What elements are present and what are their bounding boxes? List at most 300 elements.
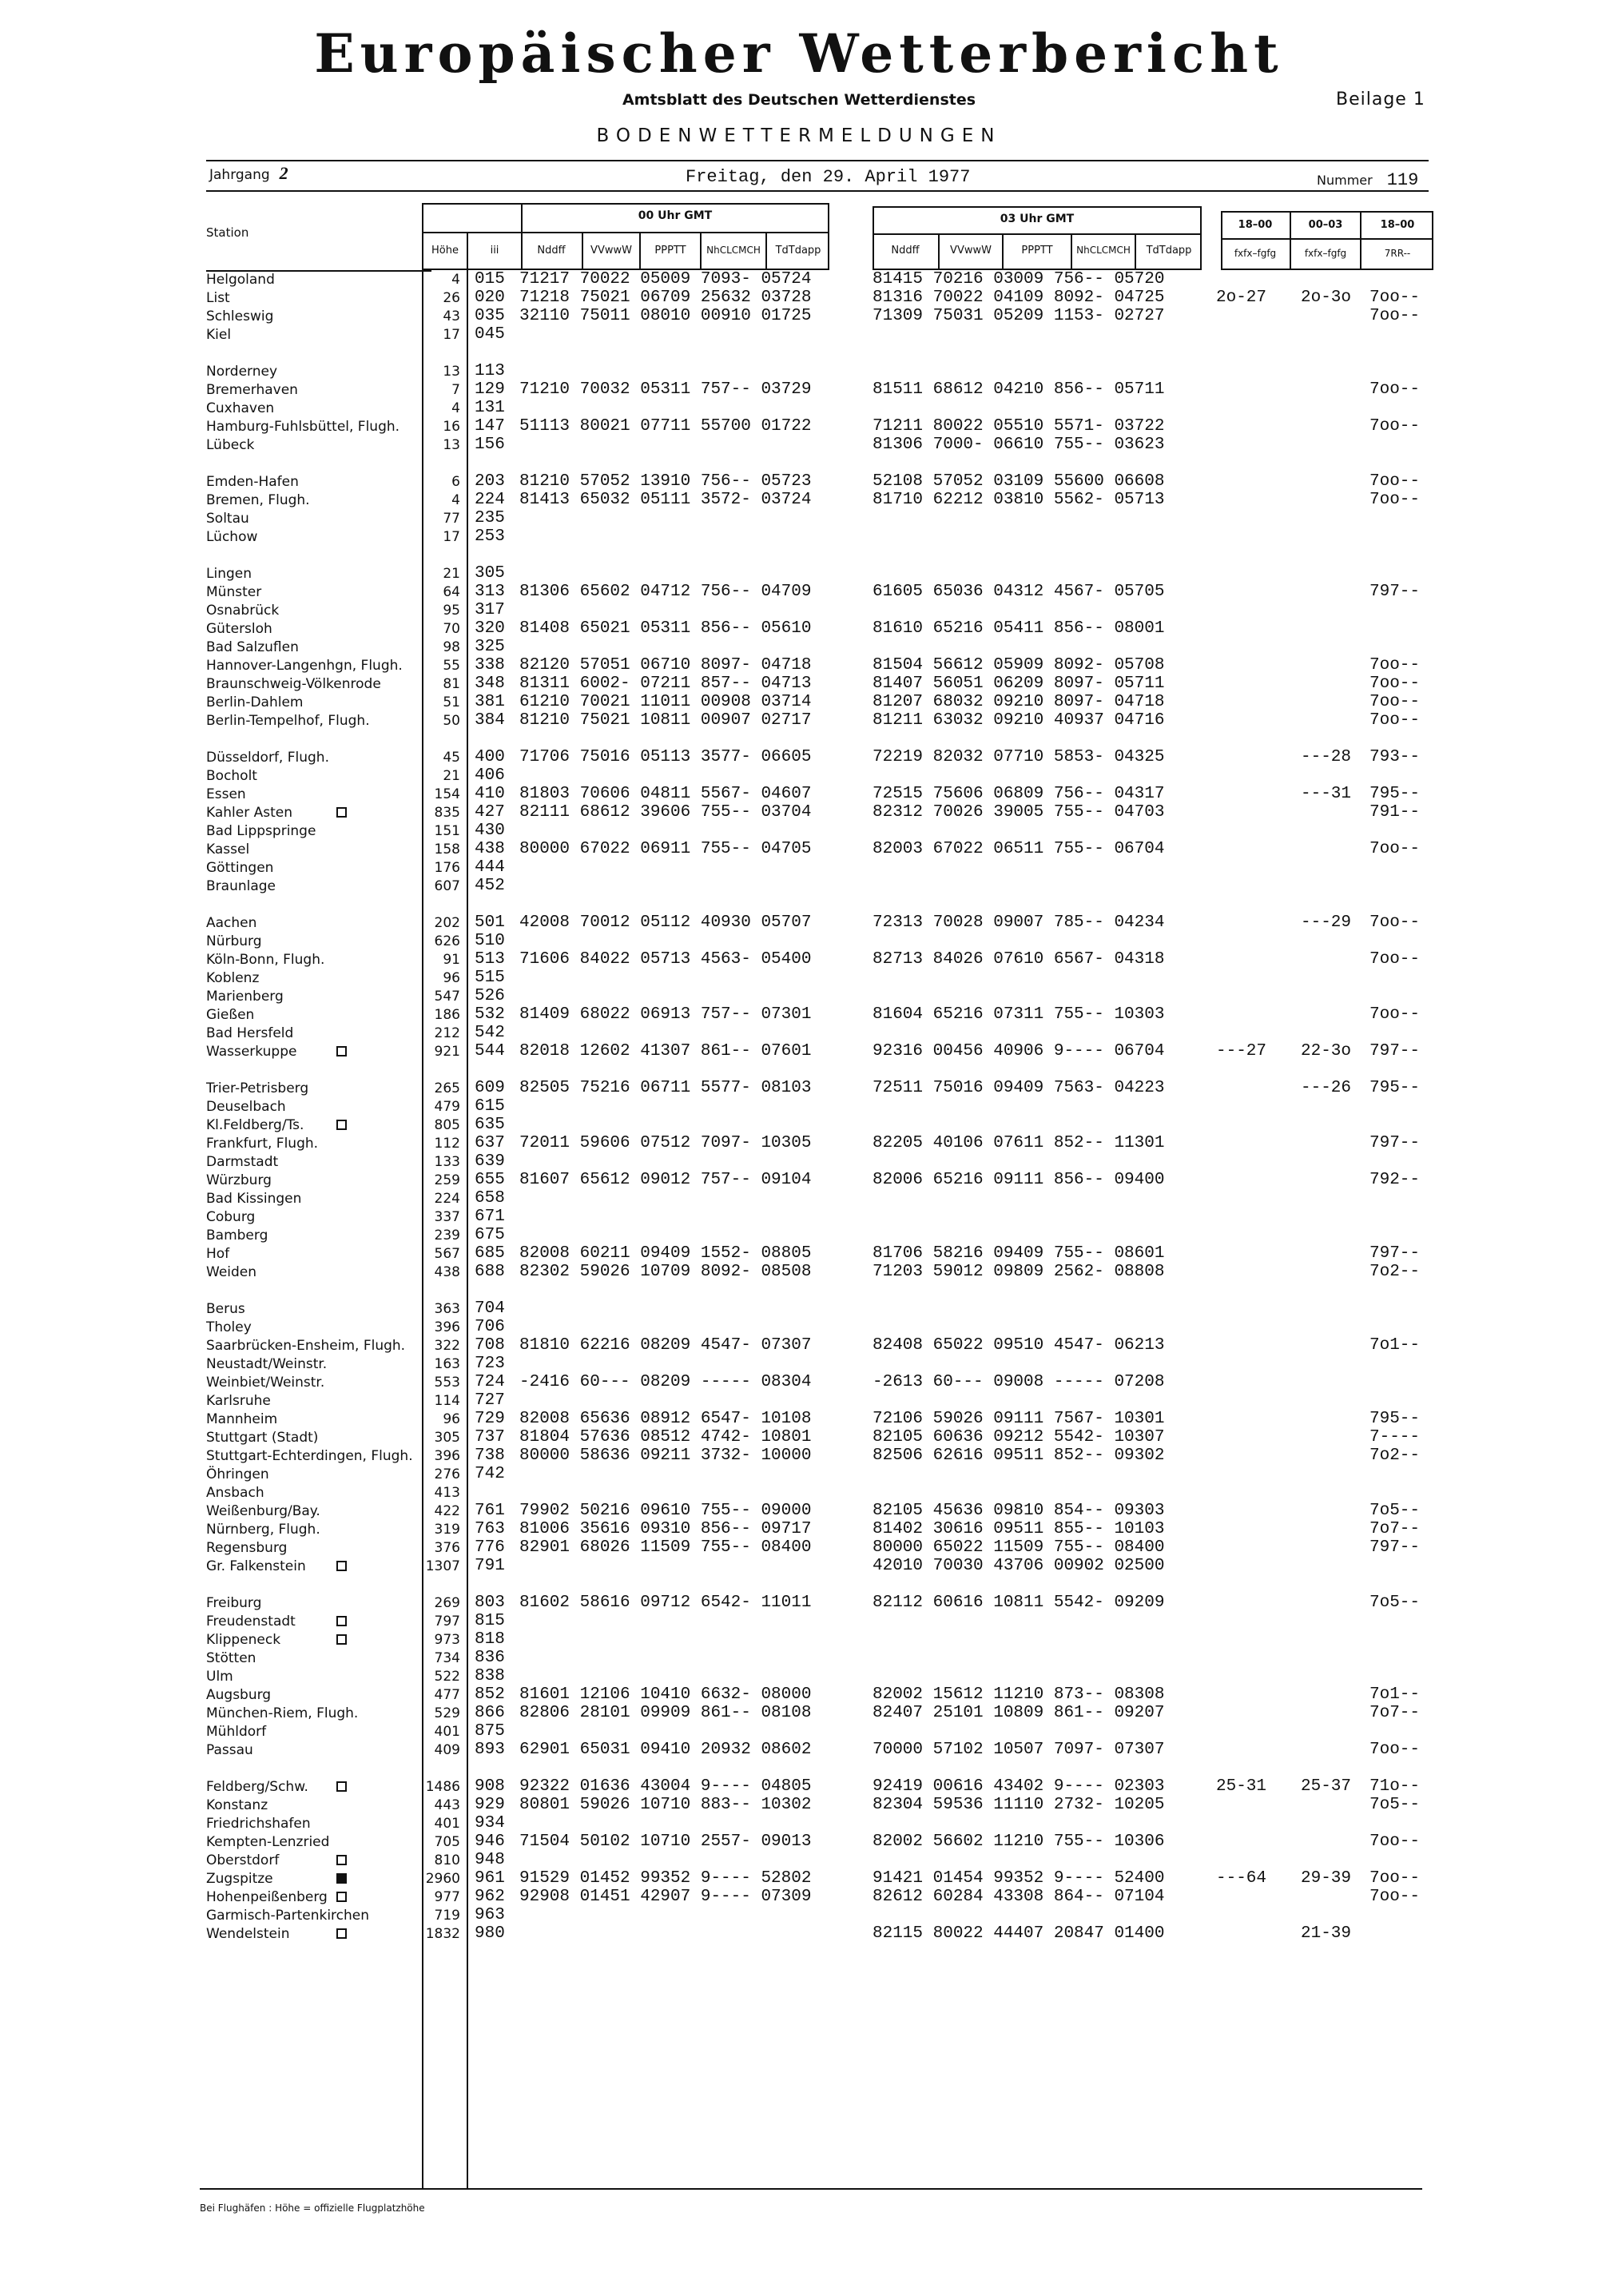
- station-name: Köln-Bonn, Flugh.: [206, 952, 325, 968]
- station-index: 438: [475, 840, 505, 858]
- precip-18-00: 793--: [1369, 748, 1421, 766]
- beilage-label: Beilage 1: [1336, 90, 1425, 109]
- obs-00-gmt: 82505 75216 06711 5577- 08103: [519, 1079, 812, 1097]
- station-height: 4: [451, 400, 460, 416]
- station-index: 427: [475, 803, 505, 822]
- precip-18-00: 7oo--: [1369, 307, 1421, 325]
- obs-00-gmt: 71218 75021 06709 25632 03728: [519, 288, 812, 307]
- station-index: 400: [475, 748, 505, 766]
- issue-date: Freitag, den 29. April 1977: [686, 167, 971, 187]
- station-index: 836: [475, 1649, 505, 1667]
- obs-03-gmt: 70000 57102 10507 7097- 07307: [873, 1741, 1165, 1759]
- station-height: 91: [443, 952, 460, 968]
- g3-sub-vvwww: VVwwW: [950, 245, 992, 257]
- station-name: Berus: [206, 1301, 245, 1317]
- station-index: 253: [475, 527, 505, 546]
- obs-03-gmt: 81306 7000- 06610 755-- 03623: [873, 436, 1165, 454]
- station-name: Münster: [206, 584, 262, 600]
- obs-03-gmt: 81211 63032 09210 40937 04716: [873, 711, 1165, 730]
- precip-18-00: 797--: [1369, 583, 1421, 601]
- obs-00-gmt: 80000 58636 09211 3732- 10000: [519, 1446, 812, 1465]
- obs-03-gmt: 71211 80022 05510 5571- 03722: [873, 417, 1165, 436]
- station-height: 55: [443, 658, 460, 674]
- station-height: 921: [434, 1044, 460, 1060]
- station-height: 396: [434, 1448, 460, 1464]
- station-height: 305: [434, 1430, 460, 1446]
- period-divider: [1221, 238, 1433, 240]
- station-height: 2960: [425, 1871, 460, 1887]
- station-index: 704: [475, 1299, 505, 1318]
- station-height: 977: [434, 1889, 460, 1905]
- station-height: 51: [443, 694, 460, 710]
- table-row: [0, 1391, 1598, 1410]
- station-height: 805: [434, 1117, 460, 1133]
- table-row: [0, 1171, 1598, 1189]
- station-table: [0, 270, 1598, 1943]
- station-index: 542: [475, 1024, 505, 1042]
- obs-00-gmt: -2416 60--- 08209 ----- 08304: [519, 1373, 812, 1391]
- station-index: 635: [475, 1116, 505, 1134]
- station-height: 835: [434, 805, 460, 821]
- station-height: 269: [434, 1595, 460, 1611]
- station-height: 6: [451, 474, 460, 490]
- obs-00-gmt: 61210 70021 11011 00908 03714: [519, 693, 812, 711]
- table-row: [0, 950, 1598, 969]
- g0-sub-vvwww: VVwwW: [590, 245, 632, 257]
- station-index: 963: [475, 1906, 505, 1924]
- station-name: Helgoland: [206, 272, 275, 288]
- station-height: 186: [434, 1007, 460, 1023]
- obs-00-gmt: 81409 68022 06913 757-- 07301: [519, 1005, 812, 1024]
- gust-00-03: ---29: [1301, 913, 1352, 932]
- precip-18-00: 7o5--: [1369, 1796, 1421, 1814]
- station-index: 803: [475, 1594, 505, 1612]
- station-index: 501: [475, 913, 505, 932]
- table-row: [0, 1355, 1598, 1373]
- nummer-label: Nummer: [1317, 173, 1373, 188]
- mountain-station-filled-icon: [336, 1873, 347, 1884]
- precip-18-00: 7o2--: [1369, 1446, 1421, 1465]
- station-height: 409: [434, 1742, 460, 1758]
- station-index: 893: [475, 1741, 505, 1759]
- table-row: [0, 1428, 1598, 1446]
- table-row: [0, 417, 1598, 436]
- obs-03-gmt: 82408 65022 09510 4547- 06213: [873, 1336, 1165, 1355]
- precip-18-00: 7oo--: [1369, 693, 1421, 711]
- station-name: Mühldorf: [206, 1724, 267, 1740]
- station-height: 77: [443, 511, 460, 527]
- group-spacer: [0, 1759, 1598, 1777]
- mountain-station-icon: [336, 1561, 347, 1571]
- station-index: 515: [475, 969, 505, 987]
- table-row: [0, 1594, 1598, 1612]
- station-index: 510: [475, 932, 505, 950]
- table-row: [0, 1649, 1598, 1667]
- precip-18-00: 797--: [1369, 1042, 1421, 1060]
- station-name: Gütersloh: [206, 621, 272, 637]
- gust-18-00: ---64: [1216, 1869, 1267, 1888]
- station-height: 438: [434, 1264, 460, 1280]
- station-name: Osnabrück: [206, 603, 280, 619]
- group03-label: 03 Uhr GMT: [1000, 213, 1075, 225]
- mountain-station-icon: [336, 1781, 347, 1792]
- station-height: 95: [443, 603, 460, 619]
- table-row: [0, 693, 1598, 711]
- obs-00-gmt: 71606 84022 05713 4563- 05400: [519, 950, 812, 969]
- station-name: Essen: [206, 786, 246, 802]
- station-height: 13: [443, 437, 460, 453]
- precip-18-00: 7o2--: [1369, 1263, 1421, 1281]
- station-index: 035: [475, 307, 505, 325]
- obs-00-gmt: 81804 57636 08512 4742- 10801: [519, 1428, 812, 1446]
- obs-03-gmt: -2613 60--- 09008 ----- 07208: [873, 1373, 1165, 1391]
- table-row: [0, 1024, 1598, 1042]
- obs-03-gmt: 82105 60636 09212 5542- 10307: [873, 1428, 1165, 1446]
- obs-00-gmt: 92908 01451 42907 9---- 07309: [519, 1888, 812, 1906]
- station-name: Bad Kissingen: [206, 1191, 302, 1207]
- obs-00-gmt: 82111 68612 39606 755-- 03704: [519, 803, 812, 822]
- obs-00-gmt: 80000 67022 06911 755-- 04705: [519, 840, 812, 858]
- station-height: 265: [434, 1080, 460, 1096]
- table-row: [0, 1208, 1598, 1226]
- station-height: 154: [434, 786, 460, 802]
- station-name: Wasserkuppe: [206, 1044, 297, 1060]
- station-index: 948: [475, 1851, 505, 1869]
- obs-00-gmt: 81306 65602 04712 756-- 04709: [519, 583, 812, 601]
- station-name: Zugspitze: [206, 1871, 273, 1887]
- precip-18-00: 797--: [1369, 1244, 1421, 1263]
- station-name: Stötten: [206, 1650, 256, 1666]
- station-height: 567: [434, 1246, 460, 1262]
- obs-03-gmt: 81415 70216 03009 756-- 05720: [873, 270, 1165, 288]
- station-height: 522: [434, 1669, 460, 1685]
- obs-00-gmt: 79902 50216 09610 755-- 09000: [519, 1502, 812, 1520]
- station-name: Bocholt: [206, 768, 257, 784]
- precip-18-00: 795--: [1369, 1410, 1421, 1428]
- table-row: [0, 1741, 1598, 1759]
- g0-sub-ppptt: PPPTT: [654, 245, 686, 257]
- station-height: 81: [443, 676, 460, 692]
- table-row: [0, 913, 1598, 932]
- document-title: Europäischer Wetterbericht: [314, 22, 1284, 85]
- obs-03-gmt: 72511 75016 09409 7563- 04223: [873, 1079, 1165, 1097]
- nummer-value: 119: [1386, 170, 1419, 190]
- obs-03-gmt: 72106 59026 09111 7567- 10301: [873, 1410, 1165, 1428]
- table-row: [0, 307, 1598, 325]
- precip-18-00: 7oo--: [1369, 840, 1421, 858]
- precip-18-00: 7oo--: [1369, 417, 1421, 436]
- station-name: Hannover-Langenhgn, Flugh.: [206, 658, 403, 674]
- group-spacer: [0, 454, 1598, 472]
- precip-18-00: 7oo--: [1369, 656, 1421, 674]
- station-height: 26: [443, 290, 460, 306]
- station-name: Cuxhaven: [206, 400, 275, 416]
- station-index: 658: [475, 1189, 505, 1208]
- obs-03-gmt: 72515 75606 06809 756-- 04317: [873, 785, 1165, 803]
- table-row: [0, 1299, 1598, 1318]
- obs-03-gmt: 82003 67022 06511 755-- 06704: [873, 840, 1165, 858]
- station-index: 544: [475, 1042, 505, 1060]
- obs-03-gmt: 81207 68032 09210 8097- 04718: [873, 693, 1165, 711]
- obs-03-gmt: 91421 01454 99352 9---- 52400: [873, 1869, 1165, 1888]
- station-name: Karlsruhe: [206, 1393, 271, 1409]
- table-row: [0, 527, 1598, 546]
- station-index: 637: [475, 1134, 505, 1152]
- table-row: [0, 583, 1598, 601]
- station-index: 980: [475, 1924, 505, 1943]
- station-index: 727: [475, 1391, 505, 1410]
- station-name: Konstanz: [206, 1797, 268, 1813]
- station-name: Kiel: [206, 327, 232, 343]
- station-height: 4: [451, 492, 460, 508]
- table-row: [0, 1005, 1598, 1024]
- station-index: 791: [475, 1557, 505, 1575]
- g0-sub-nddff: Nddff: [537, 245, 566, 257]
- station-height: 719: [434, 1908, 460, 1924]
- station-height: 705: [434, 1834, 460, 1850]
- station-height: 797: [434, 1614, 460, 1629]
- station-index: 776: [475, 1538, 505, 1557]
- header-rule-bottom: [206, 190, 1429, 192]
- obs-00-gmt: 71706 75016 05113 3577- 06605: [519, 748, 812, 766]
- station-height: 43: [443, 308, 460, 324]
- station-height: 96: [443, 970, 460, 986]
- station-index: 203: [475, 472, 505, 491]
- station-height: 322: [434, 1338, 460, 1354]
- gust-00-03: ---31: [1301, 785, 1352, 803]
- period-a: 18–00: [1238, 219, 1273, 231]
- mountain-station-icon: [336, 1928, 347, 1939]
- table-row: [0, 1226, 1598, 1244]
- station-name: Weißenburg/Bay.: [206, 1503, 320, 1519]
- station-name: Bremen, Flugh.: [206, 492, 310, 508]
- table-row: [0, 1851, 1598, 1869]
- table-row: [0, 1612, 1598, 1630]
- table-row: [0, 766, 1598, 785]
- station-index: 875: [475, 1722, 505, 1741]
- table-row: [0, 491, 1598, 509]
- station-name: Soltau: [206, 511, 249, 527]
- station-height: 607: [434, 878, 460, 894]
- table-row: [0, 1924, 1598, 1943]
- obs-00-gmt: 81413 65032 05111 3572- 03724: [519, 491, 812, 509]
- station-name: Kassel: [206, 842, 250, 858]
- station-index: 639: [475, 1152, 505, 1171]
- station-index: 685: [475, 1244, 505, 1263]
- station-height: 477: [434, 1687, 460, 1703]
- precip-18-00: 7o1--: [1369, 1336, 1421, 1355]
- obs-03-gmt: 82115 80022 44407 20847 01400: [873, 1924, 1165, 1943]
- station-height: 133: [434, 1154, 460, 1170]
- gust-00-03: 29-39: [1301, 1869, 1352, 1888]
- station-height: 176: [434, 860, 460, 876]
- obs-03-gmt: 71309 75031 05209 1153- 02727: [873, 307, 1165, 325]
- obs-00-gmt: 82901 68026 11509 755-- 08400: [519, 1538, 812, 1557]
- station-index: 338: [475, 656, 505, 674]
- group-spacer: [0, 344, 1598, 362]
- station-index: 147: [475, 417, 505, 436]
- station-height: 163: [434, 1356, 460, 1372]
- station-height: 45: [443, 750, 460, 766]
- obs-03-gmt: 82002 15612 11210 873-- 08308: [873, 1685, 1165, 1704]
- station-height: 734: [434, 1650, 460, 1666]
- table-row: [0, 1796, 1598, 1814]
- station-height: 64: [443, 584, 460, 600]
- mountain-station-icon: [336, 1046, 347, 1056]
- gust-18-00: ---27: [1216, 1042, 1267, 1060]
- table-row: [0, 785, 1598, 803]
- station-name: Hamburg-Fuhlsbüttel, Flugh.: [206, 419, 400, 435]
- precip-18-00: 7o7--: [1369, 1704, 1421, 1722]
- station-height: 1307: [425, 1558, 460, 1574]
- precip-18-00: 7o5--: [1369, 1594, 1421, 1612]
- station-index: 156: [475, 436, 505, 454]
- precip-18-00: 7oo--: [1369, 950, 1421, 969]
- station-height: 96: [443, 1411, 460, 1427]
- station-name: Ulm: [206, 1669, 233, 1685]
- station-height: 17: [443, 327, 460, 343]
- mountain-station-icon: [336, 1616, 347, 1626]
- table-row: [0, 1520, 1598, 1538]
- station-index: 131: [475, 399, 505, 417]
- station-name: Öhringen: [206, 1466, 269, 1482]
- table-row: [0, 619, 1598, 638]
- table-row: [0, 1557, 1598, 1575]
- station-name: Würzburg: [206, 1172, 272, 1188]
- station-index: 866: [475, 1704, 505, 1722]
- station-name: Norderney: [206, 364, 278, 380]
- table-row: [0, 1318, 1598, 1336]
- gust-00-03: 2o-3o: [1301, 288, 1352, 307]
- obs-03-gmt: 82506 62616 09511 852-- 09302: [873, 1446, 1165, 1465]
- station-index: 671: [475, 1208, 505, 1226]
- station-index: 815: [475, 1612, 505, 1630]
- station-index: 908: [475, 1777, 505, 1796]
- group00-divider: [521, 232, 829, 233]
- station-index: 929: [475, 1796, 505, 1814]
- footer-rule: [200, 2188, 1422, 2190]
- obs-03-gmt: 82304 59536 11110 2732- 10205: [873, 1796, 1165, 1814]
- obs-03-gmt: 82006 65216 09111 856-- 09400: [873, 1171, 1165, 1189]
- station-index: 305: [475, 564, 505, 583]
- station-name: Berlin-Tempelhof, Flugh.: [206, 713, 370, 729]
- obs-03-gmt: 81402 30616 09511 855-- 10103: [873, 1520, 1165, 1538]
- table-row: [0, 1152, 1598, 1171]
- station-height: 443: [434, 1797, 460, 1813]
- station-name: Coburg: [206, 1209, 256, 1225]
- station-name: Mannheim: [206, 1411, 278, 1427]
- obs-03-gmt: 42010 70030 43706 00902 02500: [873, 1557, 1165, 1575]
- station-index: 406: [475, 766, 505, 785]
- station-height: 21: [443, 768, 460, 784]
- obs-03-gmt: 82105 45636 09810 854-- 09303: [873, 1502, 1165, 1520]
- station-index: 738: [475, 1446, 505, 1465]
- station-index: 020: [475, 288, 505, 307]
- obs-00-gmt: 81607 65612 09012 757-- 09104: [519, 1171, 812, 1189]
- station-height: 114: [434, 1393, 460, 1409]
- precip-18-00: 7o7--: [1369, 1520, 1421, 1538]
- station-height: 112: [434, 1136, 460, 1152]
- table-row: [0, 601, 1598, 619]
- station-index: 381: [475, 693, 505, 711]
- table-row: [0, 1446, 1598, 1465]
- station-index: 113: [475, 362, 505, 380]
- station-index: 729: [475, 1410, 505, 1428]
- station-height: 319: [434, 1522, 460, 1538]
- station-height: 239: [434, 1228, 460, 1244]
- table-row: [0, 638, 1598, 656]
- station-name: Stuttgart (Stadt): [206, 1430, 319, 1446]
- obs-00-gmt: 80801 59026 10710 883-- 10302: [519, 1796, 812, 1814]
- col-hoehe: Höhe: [431, 245, 459, 257]
- station-height: 13: [443, 364, 460, 380]
- table-row: [0, 1336, 1598, 1355]
- precip-18-00: 7----: [1369, 1428, 1421, 1446]
- table-row: [0, 509, 1598, 527]
- issue-number: [1317, 170, 1418, 190]
- table-row: [0, 1869, 1598, 1888]
- station-index: 452: [475, 877, 505, 895]
- table-row: [0, 380, 1598, 399]
- station-index: 348: [475, 674, 505, 693]
- station-height: 212: [434, 1025, 460, 1041]
- table-row: [0, 288, 1598, 307]
- g0-sub-tdtd: TdTdapp: [775, 245, 821, 257]
- height-iii-divider: [422, 232, 523, 233]
- station-index: 224: [475, 491, 505, 509]
- obs-03-gmt: 82713 84026 07610 6567- 04318: [873, 950, 1165, 969]
- station-index: 946: [475, 1832, 505, 1851]
- precip-18-00: 7oo--: [1369, 472, 1421, 491]
- table-row: [0, 840, 1598, 858]
- station-height: 4: [451, 272, 460, 288]
- obs-00-gmt: 32110 75011 08010 00910 01725: [519, 307, 812, 325]
- obs-00-gmt: 91529 01452 99352 9---- 52802: [519, 1869, 812, 1888]
- station-index: 532: [475, 1005, 505, 1024]
- station-index: 818: [475, 1630, 505, 1649]
- obs-03-gmt: 82205 40106 07611 852-- 11301: [873, 1134, 1165, 1152]
- group-spacer: [0, 730, 1598, 748]
- station-name: Weiden: [206, 1264, 257, 1280]
- obs-00-gmt: 81311 6002- 07211 857-- 04713: [519, 674, 812, 693]
- precip-18-00: 7oo--: [1369, 1741, 1421, 1759]
- table-row: [0, 270, 1598, 288]
- gust-00-03: ---28: [1301, 748, 1352, 766]
- station-index: 706: [475, 1318, 505, 1336]
- precip-18-00: 7oo--: [1369, 1832, 1421, 1851]
- precip-18-00: 7oo--: [1369, 1888, 1421, 1906]
- precip-18-00: 7oo--: [1369, 674, 1421, 693]
- col-iii: iii: [490, 245, 499, 257]
- table-row: [0, 987, 1598, 1005]
- station-index: 325: [475, 638, 505, 656]
- obs-00-gmt: 72011 59606 07512 7097- 10305: [519, 1134, 812, 1152]
- station-name: Düsseldorf, Flugh.: [206, 750, 329, 766]
- gust-18-00: 25-31: [1216, 1777, 1267, 1796]
- precip-18-00: 792--: [1369, 1171, 1421, 1189]
- station-name: Göttingen: [206, 860, 274, 876]
- station-name: Emden-Hafen: [206, 474, 299, 490]
- obs-00-gmt: 82018 12602 41307 861-- 07601: [519, 1042, 812, 1060]
- table-row: [0, 656, 1598, 674]
- precip-18-00: 795--: [1369, 785, 1421, 803]
- station-name: Tholey: [206, 1319, 252, 1335]
- precip-18-00: 7oo--: [1369, 913, 1421, 932]
- obs-00-gmt: 71217 70022 05009 7093- 05724: [519, 270, 812, 288]
- precip-18-00: 7oo--: [1369, 1869, 1421, 1888]
- station-index: 838: [475, 1667, 505, 1685]
- g0-sub-nh: NhCLCMCH: [706, 245, 761, 256]
